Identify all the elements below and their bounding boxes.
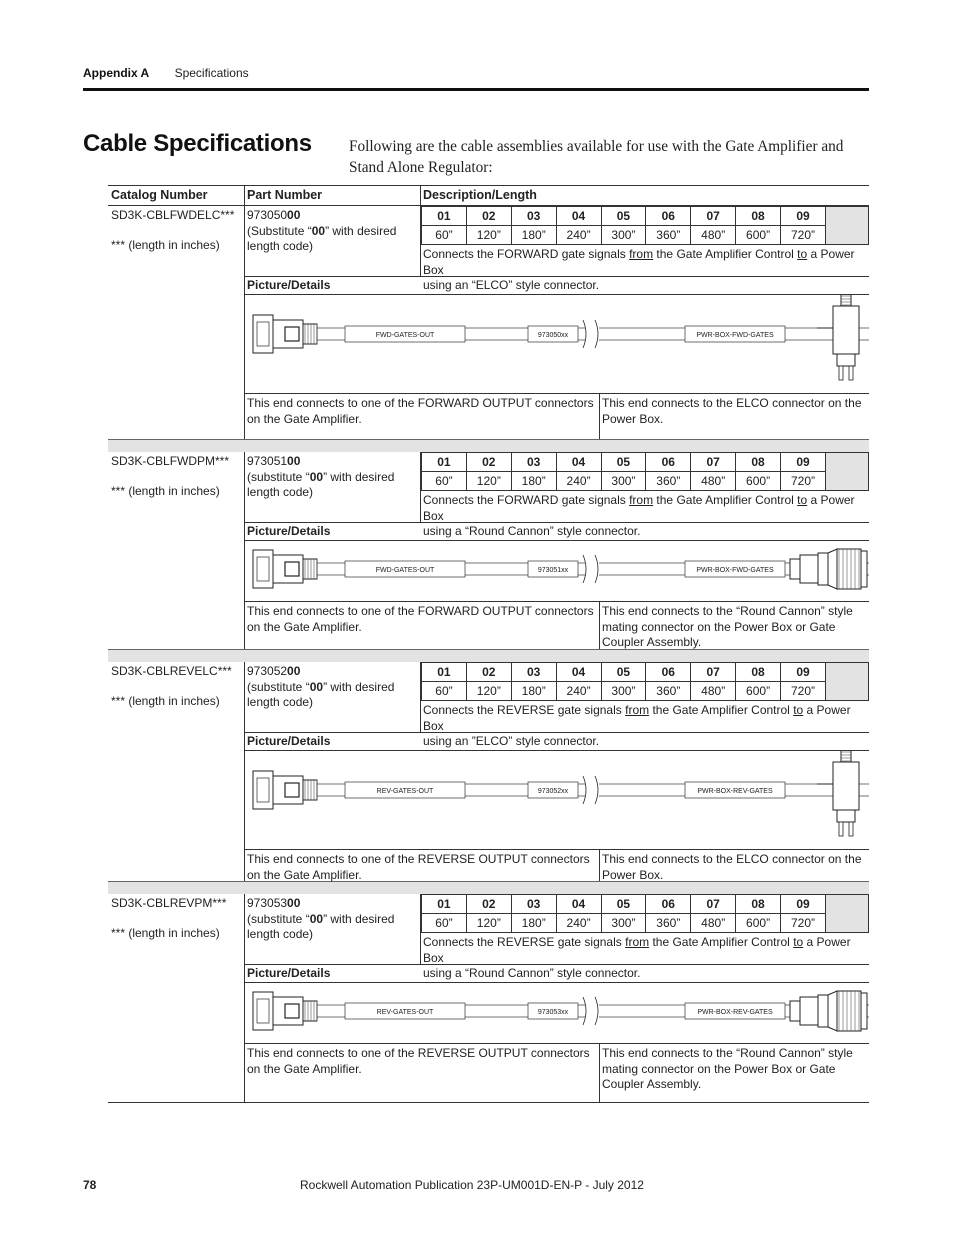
length-code-table <box>421 662 869 700</box>
cannon-shell <box>837 991 861 1031</box>
entry-separator <box>108 649 869 662</box>
length-code-table <box>421 894 869 932</box>
length-code: 02 <box>466 895 511 914</box>
cable-label-left: REV-GATES-OUT <box>376 788 434 795</box>
end-note-left: This end connects to one of the REVERSE OUTPUT connectors on the Gate Amplifier. <box>247 1046 590 1076</box>
length-value: 480” <box>691 226 736 245</box>
dsub-label-box <box>285 1004 299 1018</box>
length-value: 300” <box>601 682 646 701</box>
length-code: 07 <box>691 207 736 226</box>
length-code: 06 <box>646 207 691 226</box>
length-value: 360” <box>646 914 691 933</box>
length-code: 08 <box>736 207 781 226</box>
length-value: 180” <box>511 682 556 701</box>
cable-label-right: PWR-BOX-REV-GATES <box>697 788 773 795</box>
page-number: 78 <box>83 1178 97 1192</box>
length-code: 02 <box>466 207 511 226</box>
picture-label: Picture/Details <box>247 734 331 748</box>
substitute-code: 00 <box>309 911 324 926</box>
length-value: 180” <box>511 914 556 933</box>
length-value: 600” <box>736 914 781 933</box>
length-value: 720” <box>781 682 826 701</box>
length-note: *** (length in inches) <box>111 694 220 708</box>
substitute-pre: (substitute “ <box>247 679 310 694</box>
length-value: 300” <box>601 226 646 245</box>
length-value: 600” <box>736 226 781 245</box>
cable-diagram <box>245 295 869 393</box>
picture-label: Picture/Details <box>247 278 331 292</box>
end-note-left: This end connects to one of the FORWARD OUTPUT connectors on the Gate Amplifier. <box>247 396 594 426</box>
cannon-clamp <box>800 555 818 583</box>
substitute-pre: (Substitute “ <box>247 223 312 238</box>
length-code: 01 <box>422 453 467 472</box>
part-number <box>247 664 417 711</box>
length-value: 60” <box>422 472 467 491</box>
cable-label-mid: 973051xx <box>537 567 569 574</box>
cable-label-mid: 973053xx <box>537 1009 569 1016</box>
elco-housing <box>833 306 859 354</box>
cable-break-mark <box>595 776 598 804</box>
length-code: 03 <box>511 207 556 226</box>
cable-spec-table <box>108 185 869 1103</box>
dsub-face <box>257 999 269 1023</box>
elco-housing <box>833 762 859 810</box>
length-value: 600” <box>736 682 781 701</box>
part-suffix: 00 <box>287 664 301 678</box>
cannon-face <box>861 993 867 1029</box>
cable-entry <box>108 662 869 881</box>
dsub-face <box>257 322 269 346</box>
part-number <box>247 896 417 943</box>
length-code: 06 <box>646 895 691 914</box>
length-value: 300” <box>601 914 646 933</box>
length-value: 360” <box>646 682 691 701</box>
cable-diagram <box>245 751 869 849</box>
length-value: 360” <box>646 472 691 491</box>
length-value: 600” <box>736 472 781 491</box>
cannon-boot <box>790 1001 800 1021</box>
length-value: 480” <box>691 472 736 491</box>
part-prefix: 973053 <box>247 896 288 910</box>
length-code: 03 <box>511 895 556 914</box>
substitute-pre: (substitute “ <box>247 911 310 926</box>
header-catalog: Catalog Number <box>111 188 208 202</box>
end-note-right: This end connects to the ELCO connector on the Power Box. <box>602 396 862 426</box>
cable-break-mark <box>595 997 598 1025</box>
dsub-label-box <box>285 562 299 576</box>
substitute-post: ” with desired length code) <box>247 679 395 709</box>
dsub-face <box>257 778 269 802</box>
page-title: Cable Specifications <box>83 130 312 157</box>
cable-label-right: PWR-BOX-FWD-GATES <box>696 567 774 574</box>
length-code-table <box>421 206 869 244</box>
dsub-face <box>257 557 269 581</box>
publication-info: Rockwell Automation Publication 23P-UM001D-EN-P - July 2012 <box>300 1178 644 1192</box>
cable-break-mark <box>595 320 598 348</box>
part-prefix: 973052 <box>247 664 288 678</box>
length-note: *** (length in inches) <box>111 926 220 940</box>
length-code: 08 <box>736 663 781 682</box>
cable-drawing <box>245 295 869 393</box>
running-header <box>83 66 249 80</box>
length-value: 120” <box>466 914 511 933</box>
cable-break-mark <box>583 555 586 583</box>
length-code: 01 <box>422 663 467 682</box>
length-value: 240” <box>556 914 601 933</box>
catalog-number: SD3K-CBLFWDELC*** <box>111 208 235 222</box>
cable-description: Connects the FORWARD gate signals from the Gate Amplifier Control to a Power Box using a “Round Cannon” style connector. <box>423 493 855 538</box>
cable-break-mark <box>583 997 586 1025</box>
length-code: 05 <box>601 663 646 682</box>
length-value: 60” <box>422 914 467 933</box>
substitute-post: ” with desired length code) <box>247 223 397 253</box>
length-code: 03 <box>511 663 556 682</box>
length-note: *** (length in inches) <box>111 484 220 498</box>
length-code: 02 <box>466 663 511 682</box>
length-code: 08 <box>736 895 781 914</box>
length-code-table <box>421 452 869 490</box>
substitute-post: ” with desired length code) <box>247 911 395 941</box>
length-code: 03 <box>511 453 556 472</box>
length-code: 05 <box>601 207 646 226</box>
length-code: 04 <box>556 453 601 472</box>
length-code: 01 <box>422 895 467 914</box>
cable-description: Connects the REVERSE gate signals from the Gate Amplifier Control to a Power Box using an ”ELCO” style connector. <box>423 703 851 748</box>
substitute-code: 00 <box>309 679 324 694</box>
cable-label-mid: 973050xx <box>537 332 569 339</box>
length-note: *** (length in inches) <box>111 238 220 252</box>
cable-label-left: FWD-GATES-OUT <box>375 332 435 339</box>
elco-top-latch <box>841 751 851 762</box>
length-code: 09 <box>781 207 826 226</box>
cannon-clamp <box>800 997 818 1025</box>
length-code: 06 <box>646 663 691 682</box>
header-part: Part Number <box>247 188 323 202</box>
length-value: 240” <box>556 226 601 245</box>
cannon-face <box>861 551 867 587</box>
part-suffix: 00 <box>287 208 301 222</box>
dsub-label-box <box>285 783 299 797</box>
end-note-left: This end connects to one of the REVERSE OUTPUT connectors on the Gate Amplifier. <box>247 852 590 882</box>
cable-break-mark <box>583 776 586 804</box>
length-value: 360” <box>646 226 691 245</box>
cable-break-mark <box>583 320 586 348</box>
end-note-left: This end connects to one of the FORWARD OUTPUT connectors on the Gate Amplifier. <box>247 604 594 634</box>
length-value: 240” <box>556 682 601 701</box>
part-suffix: 00 <box>287 896 301 910</box>
cable-label-right: PWR-BOX-REV-GATES <box>697 1009 773 1016</box>
entry-separator <box>108 439 869 452</box>
header-rule <box>83 88 869 91</box>
substitute-pre: (substitute “ <box>247 469 310 484</box>
end-note-right: This end connects to the “Round Cannon” style mating connector on the Power Box or Gate Coupler Assembly. <box>602 604 853 649</box>
length-value: 480” <box>691 682 736 701</box>
length-code: 04 <box>556 207 601 226</box>
length-code: 07 <box>691 663 736 682</box>
cable-entry <box>108 894 869 1102</box>
elco-top-latch <box>841 295 851 306</box>
cable-description: Connects the REVERSE gate signals from the Gate Amplifier Control to a Power Box using a “Round Cannon” style connector. <box>423 935 851 980</box>
length-code: 01 <box>422 207 467 226</box>
part-prefix: 973051 <box>247 454 288 468</box>
cannon-shell <box>837 549 861 589</box>
section-label: Specifications <box>174 66 249 80</box>
cable-label-right: PWR-BOX-FWD-GATES <box>696 332 774 339</box>
cable-diagram <box>245 983 869 1043</box>
part-prefix: 973050 <box>247 208 288 222</box>
cable-drawing <box>245 541 869 601</box>
dsub-label-box <box>285 327 299 341</box>
cable-drawing <box>245 751 869 849</box>
length-code: 07 <box>691 453 736 472</box>
part-number <box>247 454 417 501</box>
length-value: 720” <box>781 226 826 245</box>
length-code: 09 <box>781 453 826 472</box>
catalog-number: SD3K-CBLFWDPM*** <box>111 454 230 468</box>
length-code: 07 <box>691 895 736 914</box>
length-code: 05 <box>601 895 646 914</box>
picture-label: Picture/Details <box>247 966 331 980</box>
cable-diagram <box>245 541 869 601</box>
cable-drawing <box>245 983 869 1043</box>
length-code: 02 <box>466 453 511 472</box>
part-number <box>247 208 417 255</box>
length-code: 05 <box>601 453 646 472</box>
end-note-right: This end connects to the ELCO connector on the Power Box. <box>602 852 862 882</box>
cable-break-mark <box>595 555 598 583</box>
length-value: 300” <box>601 472 646 491</box>
length-value: 60” <box>422 226 467 245</box>
cable-entry <box>108 206 869 439</box>
length-code: 09 <box>781 895 826 914</box>
cable-label-left: REV-GATES-OUT <box>376 1009 434 1016</box>
cable-entry <box>108 452 869 649</box>
picture-label: Picture/Details <box>247 524 331 538</box>
length-value: 120” <box>466 682 511 701</box>
length-value: 480” <box>691 914 736 933</box>
cannon-boot <box>790 559 800 579</box>
part-suffix: 00 <box>287 454 301 468</box>
length-code: 04 <box>556 895 601 914</box>
length-value: 120” <box>466 472 511 491</box>
length-value: 180” <box>511 472 556 491</box>
header-desc: Description/Length <box>423 188 537 202</box>
length-value: 720” <box>781 472 826 491</box>
substitute-code: 00 <box>309 469 324 484</box>
cable-label-mid: 973052xx <box>537 788 569 795</box>
length-code: 04 <box>556 663 601 682</box>
length-value: 60” <box>422 682 467 701</box>
length-value: 180” <box>511 226 556 245</box>
length-value: 240” <box>556 472 601 491</box>
catalog-number: SD3K-CBLREVPM*** <box>111 896 227 910</box>
cable-description: Connects the FORWARD gate signals from the Gate Amplifier Control to a Power Box using an “ELCO” style connector. <box>423 247 855 292</box>
substitute-post: ” with desired length code) <box>247 469 395 499</box>
catalog-number: SD3K-CBLREVELC*** <box>111 664 232 678</box>
table-header-row <box>108 185 869 206</box>
length-value: 720” <box>781 914 826 933</box>
length-code: 06 <box>646 453 691 472</box>
length-code: 09 <box>781 663 826 682</box>
length-value: 120” <box>466 226 511 245</box>
end-note-right: This end connects to the “Round Cannon” style mating connector on the Power Box or Gate Coupler Assembly. <box>602 1046 853 1091</box>
cable-label-left: FWD-GATES-OUT <box>375 567 435 574</box>
appendix-label: Appendix A <box>83 66 150 80</box>
intro-paragraph: Following are the cable assemblies available for use with the Gate Amplifier and Stand Alone Regulator: <box>349 138 844 176</box>
substitute-code: 00 <box>311 223 326 238</box>
length-code: 08 <box>736 453 781 472</box>
